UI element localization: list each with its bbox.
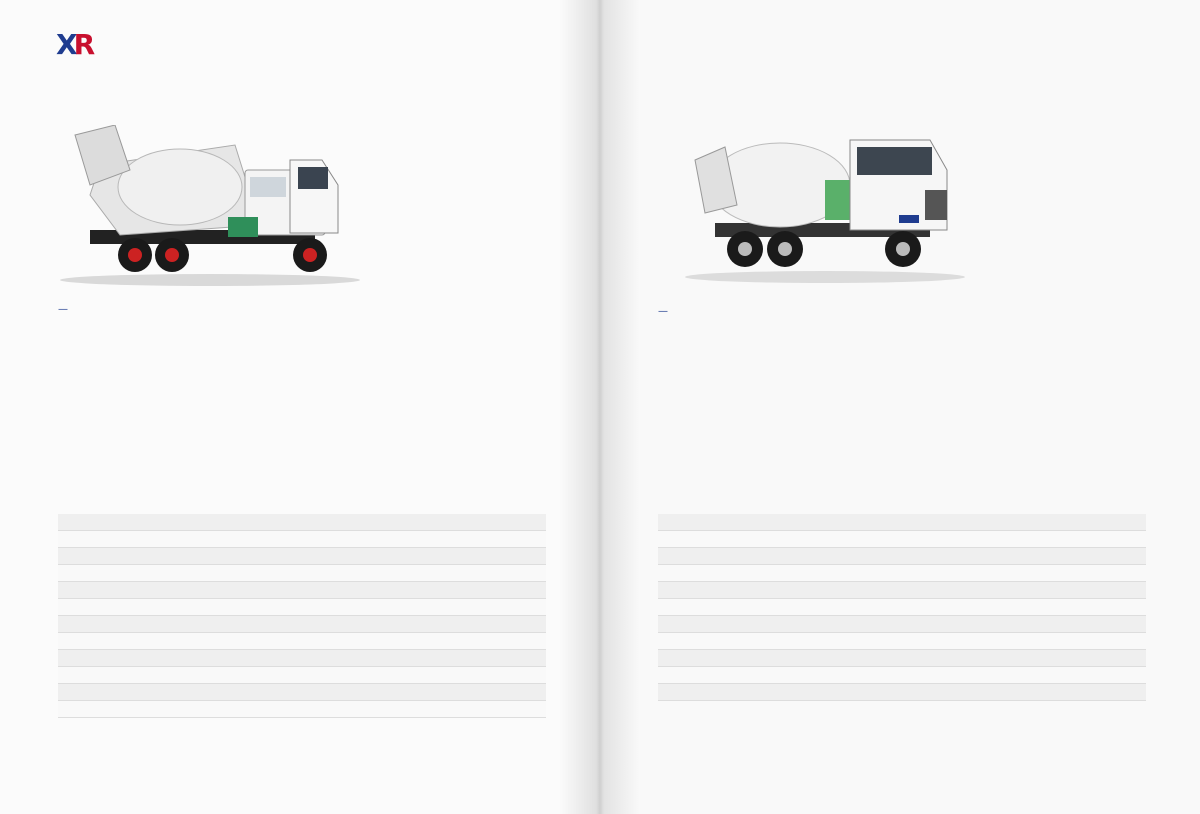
spec-label-cell — [406, 616, 464, 633]
spec-value-cell — [824, 565, 880, 582]
spec-label-cell — [58, 514, 103, 531]
spec-value-cell — [103, 701, 176, 718]
spec-label-cell — [58, 650, 103, 667]
spec-value-cell — [464, 650, 546, 667]
spec-label-cell — [658, 599, 703, 616]
spec-label-cell — [658, 633, 703, 650]
spec-value-cell — [234, 531, 292, 548]
spec-label-cell — [176, 616, 234, 633]
spec-label-cell — [292, 667, 358, 684]
spec-row — [58, 633, 546, 650]
spec-value-cell — [942, 582, 1002, 599]
spec-value-cell — [1064, 599, 1146, 616]
spec-value-cell — [1064, 667, 1146, 684]
spec-label-cell — [658, 565, 703, 582]
spec-value-cell — [358, 582, 406, 599]
spec-value-cell — [942, 565, 1002, 582]
spec-label-cell — [176, 684, 234, 701]
spec-label-cell — [176, 633, 234, 650]
spec-value-cell — [942, 599, 1002, 616]
spec-value-cell — [234, 565, 292, 582]
spec-value-cell — [703, 599, 766, 616]
spec-value-cell — [942, 616, 1002, 633]
spec-value-cell — [103, 565, 176, 582]
overview-heading: — — [58, 304, 68, 315]
spec-value-cell — [824, 667, 880, 684]
spec-value-cell — [824, 531, 880, 548]
spec-label-cell — [58, 633, 103, 650]
spec-label-cell — [880, 531, 942, 548]
brand-logo — [56, 26, 206, 62]
spec-label-cell — [176, 599, 234, 616]
spec-label-cell — [880, 565, 942, 582]
spec-label-cell — [406, 650, 464, 667]
spec-row — [58, 616, 546, 633]
spec-value-cell — [234, 548, 292, 565]
spec-row — [658, 684, 1146, 701]
overview-body — [114, 305, 546, 306]
spec-label-cell — [292, 582, 358, 599]
spec-label-cell — [766, 633, 824, 650]
spec-row — [658, 582, 1146, 599]
spec-label-cell — [58, 531, 103, 548]
spec-value-cell — [1064, 582, 1146, 599]
mixer-truck-image — [685, 125, 975, 290]
spec-value-cell — [234, 514, 292, 531]
spec-value-cell — [358, 548, 406, 565]
spec-label-cell — [766, 531, 824, 548]
spec-value-cell — [942, 633, 1002, 650]
spec-label-cell — [58, 701, 103, 718]
spec-label-cell — [176, 565, 234, 582]
spec-value-cell — [464, 514, 546, 531]
spec-label-cell — [766, 684, 824, 701]
overview-body — [714, 307, 1146, 308]
spec-label-cell — [176, 701, 234, 718]
spec-label-cell — [766, 616, 824, 633]
spec-value-cell — [358, 616, 406, 633]
spec-table — [658, 514, 1146, 701]
spec-row — [58, 684, 546, 701]
spec-value-cell — [234, 582, 292, 599]
spec-label-cell — [658, 616, 703, 633]
spec-label-cell — [176, 548, 234, 565]
spec-row — [58, 582, 546, 599]
spec-label-cell — [658, 514, 703, 531]
spec-value-cell — [358, 650, 406, 667]
spec-row — [658, 531, 1146, 548]
spec-label-cell — [176, 667, 234, 684]
spec-label-cell — [1002, 565, 1064, 582]
spec-label-cell — [58, 616, 103, 633]
spec-value-cell — [234, 599, 292, 616]
spec-label-cell — [1002, 548, 1064, 565]
spec-label-cell — [1002, 531, 1064, 548]
spec-label-cell — [292, 565, 358, 582]
overview-heading: — — [658, 306, 668, 317]
right-page — [600, 0, 1200, 814]
spec-label-cell — [766, 599, 824, 616]
spec-label-cell — [766, 548, 824, 565]
spec-label-cell — [766, 514, 824, 531]
spec-label-cell — [880, 616, 942, 633]
spec-value-cell — [703, 514, 766, 531]
spec-value-cell — [234, 667, 292, 684]
spec-row — [658, 599, 1146, 616]
spec-row — [58, 650, 546, 667]
spec-label-cell — [942, 684, 1146, 701]
spec-value-cell — [942, 531, 1002, 548]
spec-label-cell — [1002, 633, 1064, 650]
spec-value-cell — [464, 565, 546, 582]
spec-value-cell — [1064, 548, 1146, 565]
spec-value-cell — [103, 616, 176, 633]
spec-label-cell — [292, 531, 358, 548]
spec-label-cell — [292, 650, 358, 667]
spec-value-cell — [234, 701, 292, 718]
spec-label-cell — [292, 684, 358, 701]
spec-value-cell — [824, 599, 880, 616]
spec-value-cell — [824, 616, 880, 633]
spec-row — [658, 565, 1146, 582]
spec-row — [58, 565, 546, 582]
spec-value-cell — [703, 684, 766, 701]
spec-value-cell — [1064, 633, 1146, 650]
spec-label-cell — [658, 650, 703, 667]
spec-value-cell — [464, 548, 546, 565]
spec-value-cell — [1064, 616, 1146, 633]
spec-label-cell — [406, 667, 464, 684]
spec-value-cell — [234, 633, 292, 650]
spec-label-cell — [880, 514, 942, 531]
spec-value-cell — [234, 684, 292, 701]
spec-value-cell — [234, 616, 292, 633]
spec-value-cell — [703, 650, 766, 667]
spec-value-cell — [942, 650, 1002, 667]
spec-value-cell — [703, 633, 766, 650]
spec-label-cell — [406, 531, 464, 548]
spec-value-cell — [1064, 650, 1146, 667]
spec-label-cell — [766, 650, 824, 667]
spec-value-cell — [703, 548, 766, 565]
spec-row — [58, 701, 546, 718]
feature-list — [985, 114, 1145, 120]
spec-label-cell — [1002, 667, 1064, 684]
spec-label-cell — [176, 514, 234, 531]
spec-label-cell — [658, 582, 703, 599]
spec-label-cell — [406, 633, 464, 650]
spec-value-cell — [358, 701, 406, 718]
spec-value-cell — [1064, 514, 1146, 531]
spec-row — [658, 650, 1146, 667]
spec-label-cell — [406, 514, 464, 531]
spec-label-cell — [58, 599, 103, 616]
spec-value-cell — [103, 531, 176, 548]
spec-label-cell — [176, 582, 234, 599]
spec-label-cell — [406, 684, 464, 701]
spec-label-cell — [406, 582, 464, 599]
spec-value-cell — [103, 633, 176, 650]
spec-label-cell — [658, 667, 703, 684]
spec-value-cell — [103, 514, 176, 531]
spec-value-cell — [1064, 531, 1146, 548]
spec-row — [658, 514, 1146, 531]
spec-value-cell — [824, 514, 880, 531]
spec-label-cell — [58, 667, 103, 684]
spec-label-cell — [292, 701, 358, 718]
spec-value-cell — [103, 650, 176, 667]
spec-label-cell — [58, 684, 103, 701]
spec-label-cell — [766, 667, 824, 684]
spec-value-cell — [824, 650, 880, 667]
spec-row — [658, 633, 1146, 650]
spec-label-cell — [176, 650, 234, 667]
spec-value-cell — [703, 565, 766, 582]
spec-label-cell — [292, 616, 358, 633]
spec-label-cell — [880, 684, 942, 701]
spec-row — [58, 514, 546, 531]
spec-label-cell — [1002, 650, 1064, 667]
spec-value-cell — [824, 684, 880, 701]
spec-label-cell — [880, 667, 942, 684]
spec-row — [58, 599, 546, 616]
spec-value-cell — [358, 633, 406, 650]
spec-label-cell — [880, 582, 942, 599]
spec-value-cell — [464, 633, 546, 650]
spec-value-cell — [464, 582, 546, 599]
spec-value-cell — [234, 650, 292, 667]
spec-value-cell — [703, 531, 766, 548]
spec-row — [658, 616, 1146, 633]
spec-label-cell — [766, 582, 824, 599]
spec-value-cell — [358, 565, 406, 582]
spec-label-cell — [176, 531, 234, 548]
spec-label-cell — [406, 565, 464, 582]
spec-label-cell — [880, 548, 942, 565]
spec-value-cell — [103, 667, 176, 684]
spec-value-cell — [358, 599, 406, 616]
spec-value-cell — [358, 667, 406, 684]
xrim-logo-icon: XR — [56, 28, 92, 61]
spec-label-cell — [880, 599, 942, 616]
spec-value-cell — [464, 667, 546, 684]
spec-label-cell — [1002, 616, 1064, 633]
spec-value-cell — [942, 514, 1002, 531]
spec-value-cell — [703, 667, 766, 684]
spec-label-cell — [292, 548, 358, 565]
spec-label-cell — [406, 599, 464, 616]
spec-label-cell — [658, 684, 703, 701]
spec-value-cell — [103, 582, 176, 599]
spec-value-cell — [824, 633, 880, 650]
spec-label-cell — [406, 701, 464, 718]
spec-value-cell — [824, 548, 880, 565]
spec-value-cell — [464, 701, 546, 718]
page-gutter — [560, 0, 640, 814]
spec-row — [58, 667, 546, 684]
spec-label-cell — [766, 565, 824, 582]
spec-value-cell — [358, 684, 406, 701]
spec-value-cell — [942, 667, 1002, 684]
spec-label-cell — [58, 565, 103, 582]
spec-value-cell — [703, 582, 766, 599]
spec-label-cell — [292, 633, 358, 650]
spec-label-cell — [658, 548, 703, 565]
spec-label-cell — [658, 531, 703, 548]
spec-label-cell — [58, 582, 103, 599]
spec-value-cell — [103, 548, 176, 565]
spec-value-cell — [942, 548, 1002, 565]
spec-table — [58, 514, 546, 718]
spec-value-cell — [824, 582, 880, 599]
spec-value-cell — [703, 616, 766, 633]
spec-value-cell — [358, 531, 406, 548]
spec-row — [58, 548, 546, 565]
spec-value-cell — [103, 684, 176, 701]
spec-label-cell — [880, 650, 942, 667]
feature-list — [386, 121, 546, 127]
spec-label-cell — [1002, 514, 1064, 531]
spec-value-cell — [464, 616, 546, 633]
spec-label-cell — [1002, 582, 1064, 599]
spec-value-cell — [103, 599, 176, 616]
spec-value-cell — [358, 514, 406, 531]
mixer-truck-image — [60, 125, 370, 290]
spec-label-cell — [292, 599, 358, 616]
spec-row — [658, 667, 1146, 684]
spec-value-cell — [464, 531, 546, 548]
spec-label-cell — [58, 548, 103, 565]
spec-row — [658, 548, 1146, 565]
spec-label-cell — [1002, 599, 1064, 616]
spec-value-cell — [1064, 565, 1146, 582]
spec-value-cell — [464, 599, 546, 616]
spec-label-cell — [406, 548, 464, 565]
spec-label-cell — [292, 514, 358, 531]
spec-row — [58, 531, 546, 548]
spec-value-cell — [464, 684, 546, 701]
spec-label-cell — [880, 633, 942, 650]
